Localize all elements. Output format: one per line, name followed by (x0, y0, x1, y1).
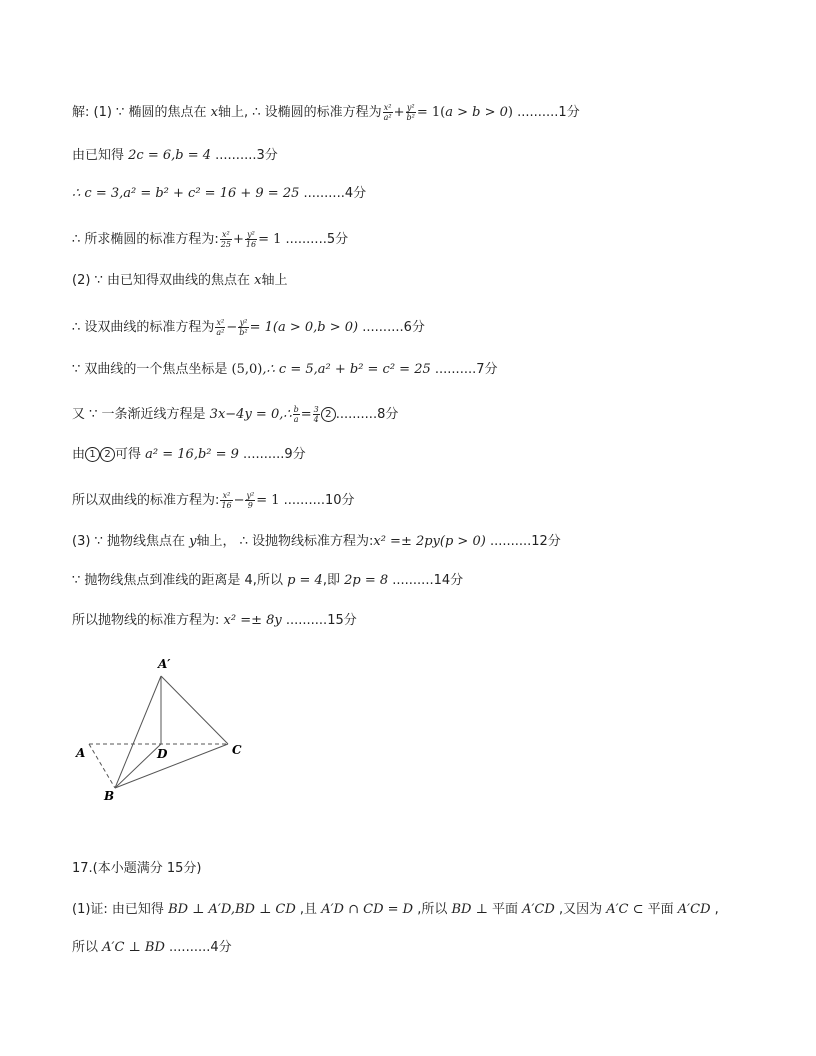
text: ∵ 双曲线的一个焦点坐标是 (72, 362, 232, 377)
fraction: $\frac{\text{x²}}{25}$ (220, 230, 231, 249)
fraction: $\frac{b}{a}$ (293, 405, 299, 424)
fraction: $\frac{\text{y²}}{16}$ (245, 230, 257, 249)
math-eq: = 1( (416, 105, 446, 120)
score: ..........12分 (485, 534, 561, 549)
math-close: ) (507, 105, 513, 120)
text: 由 (72, 447, 86, 462)
math-eq: A′C ⊥ BD (102, 940, 165, 955)
edge-a-prime-b (115, 676, 161, 788)
math-eq: ∴ c = 3,a² = b² + c² = 16 + 9 = 25 (72, 186, 300, 201)
label-d: D (157, 747, 168, 761)
label-c: C (232, 743, 242, 757)
circled-number: 2 (100, 447, 115, 462)
solution-line-1: 解: (1) ∵ 椭圆的焦点在 x轴上, ∴ 设椭圆的标准方程为 $\frac{\text{x²}}{\text{a²}}$ + $\frac{\text{y²}}{\text{b²}}$ = 1(a > b > 0) ..........1分 (72, 103, 580, 122)
text: (3) ∵ 抛物线焦点在 (72, 534, 190, 549)
text: ∴ 设双曲线的标准方程为 (72, 320, 215, 335)
math-y: y (189, 534, 197, 549)
math-eq: A′D ∩ CD = D (321, 902, 414, 917)
label-b: B (104, 789, 115, 803)
proof-line-1 (72, 902, 719, 918)
minus: − (233, 493, 245, 508)
score: ..........9分 (238, 447, 306, 462)
equals: = (300, 407, 312, 422)
text: 解: (1) ∵ 椭圆的焦点在 (72, 105, 207, 120)
math-eq: x² =± 8y (223, 613, 282, 628)
math-x: x (254, 273, 262, 288)
label-a: A (76, 746, 86, 760)
math-point: (5,0) (231, 362, 263, 377)
solution-line-8 (72, 405, 398, 424)
math-eq: x² =± 2py(p > 0) (373, 534, 486, 549)
math-eq: = 1(a > 0,b > 0) (249, 320, 359, 335)
score: ..........4分 (299, 186, 367, 201)
text: 所以双曲线的标准方程为: (72, 493, 220, 508)
score: ..........7分 (430, 362, 498, 377)
math-eq: a² = 16,b² = 9 (145, 447, 239, 462)
solution-line-3 (72, 186, 366, 202)
text: ,又因为 (554, 902, 607, 917)
geometry-figure (60, 650, 260, 810)
score: ..........14分 (388, 573, 464, 588)
fraction: $\frac{\text{y²}}{\text{b²}}$ (239, 318, 248, 337)
math-eq: = 1 (256, 493, 280, 508)
math-eq: 3x−4y = 0,∴ (209, 407, 292, 422)
text: 由已知得 (72, 148, 129, 163)
text: ,所以 (413, 902, 452, 917)
circled-number: 2 (321, 407, 336, 422)
solution-line-12 (72, 573, 463, 589)
text: 所以抛物线的标准方程为: (72, 613, 224, 628)
solution-line-7 (72, 362, 498, 378)
math-eq: A′CD (677, 902, 711, 917)
score: ..........6分 (358, 320, 425, 335)
math-eq: A′C ⊂ (606, 902, 644, 917)
score: ..........5分 (281, 232, 349, 247)
minus: − (226, 320, 238, 335)
fraction: $\frac{\text{x²}}{\text{a²}}$ (216, 318, 225, 337)
fraction: $\frac{\text{x²}}{16}$ (221, 491, 232, 510)
plus: + (232, 232, 244, 247)
text: 又 ∵ 一条渐近线方程是 (72, 407, 210, 422)
text: ∵ 抛物线焦点到准线的距离是 4,所以 (72, 573, 288, 588)
text: 平面 (643, 902, 678, 917)
text: 可得 (115, 447, 146, 462)
math-eq: ,∴ c = 5,a² + b² = c² = 25 (262, 362, 431, 377)
solution-line-9 (72, 447, 306, 463)
solution-line-2 (72, 148, 278, 164)
edge-b-c (115, 744, 228, 788)
edge-b-d (115, 744, 161, 788)
edge-a-prime-c (161, 676, 228, 744)
text: 平面 (487, 902, 523, 917)
math-eq: 2p = 8 (344, 573, 389, 588)
math-eq: BD ⊥ A′D,BD ⊥ CD (168, 902, 296, 917)
proof-line-2 (72, 940, 232, 956)
fraction: $\frac{\text{y²}}{9}$ (246, 491, 255, 510)
math-x: x (210, 105, 218, 120)
fraction-y2-b2: $\frac{\text{y²}}{\text{b²}}$ (406, 103, 415, 122)
solution-line-13 (72, 613, 357, 629)
solution-line-5 (72, 273, 287, 289)
math-eq: BD ⊥ (451, 902, 488, 917)
label-a-prime: A′ (158, 657, 171, 671)
text: ,且 (295, 902, 322, 917)
edge-a-b-dashed (89, 744, 115, 788)
score: ..........10分 (279, 493, 355, 508)
text: 轴上， ∴ 设抛物线标准方程为: (196, 534, 374, 549)
text: 轴上, ∴ 设椭圆的标准方程为 (217, 105, 382, 120)
math-eq: = 1 (258, 232, 282, 247)
text: ,即 (322, 573, 345, 588)
math-eq: A′CD (522, 902, 555, 917)
score: ..........3分 (211, 148, 278, 163)
score: ..........15分 (281, 613, 357, 628)
fraction: $\frac{3}{4}$ (313, 405, 319, 424)
math-cond: a > b > 0 (445, 105, 508, 120)
solution-line-10 (72, 491, 355, 510)
solution-line-6 (72, 318, 425, 337)
text: 17.(本小题满分 15分) (72, 861, 202, 876)
math-eq: 2c = 6,b = 4 (128, 148, 212, 163)
score: ..........1分 (512, 105, 580, 120)
score: ..........4分 (164, 940, 232, 955)
score: ..........8分 (335, 407, 399, 422)
text: (2) ∵ 由已知得双曲线的焦点在 (72, 273, 255, 288)
problem-heading (72, 861, 202, 877)
solution-line-11 (72, 534, 561, 550)
math-eq: p = 4 (287, 573, 323, 588)
text: (1)证: 由已知得 (72, 902, 169, 917)
text: ∴ 所求椭圆的标准方程为: (72, 232, 219, 247)
text: , (710, 902, 719, 917)
solution-line-4 (72, 230, 348, 249)
text: 所以 (72, 940, 103, 955)
circled-number: 1 (85, 447, 100, 462)
text: 轴上 (261, 273, 288, 288)
fraction-x2-a2: $\frac{\text{x²}}{\text{a²}}$ (383, 103, 392, 122)
